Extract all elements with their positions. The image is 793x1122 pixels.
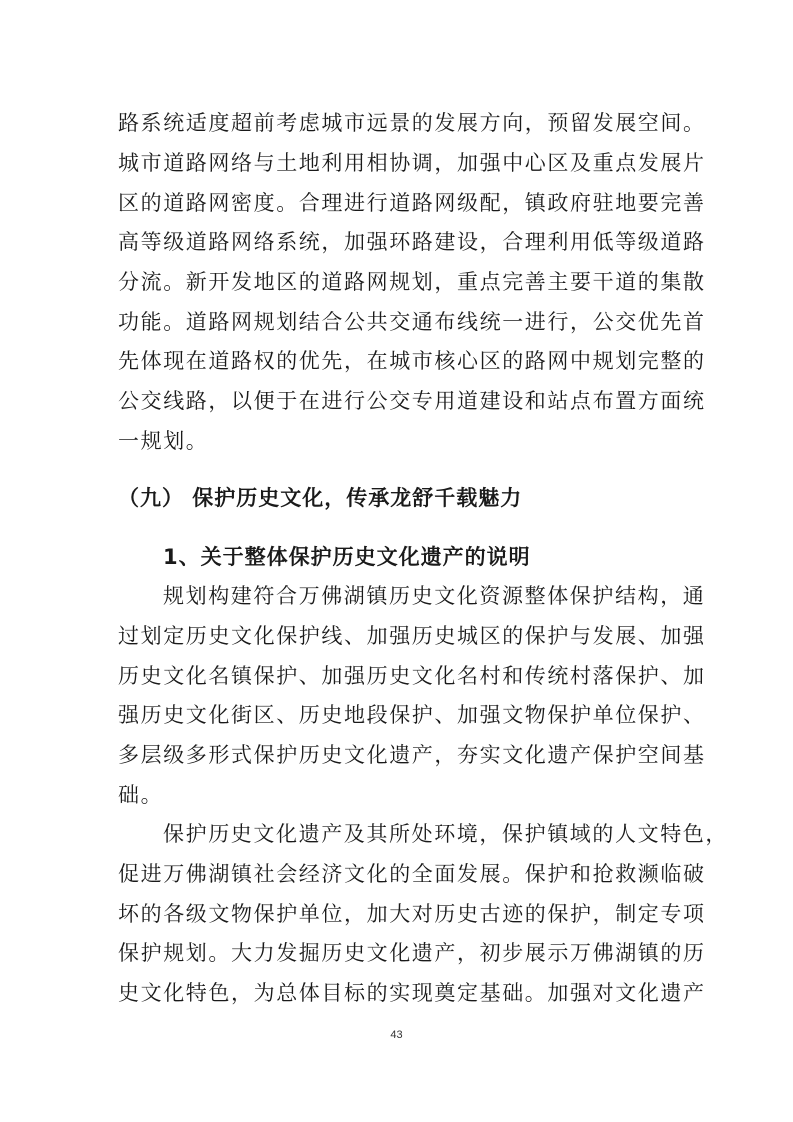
paragraph-line: 强历史文化街区、历史地段保护、加强文物保护单位保护、 [118, 703, 706, 727]
paragraph-line: 先体现在道路权的优先，在城市核心区的路网中规划完整的 [118, 349, 706, 373]
subsection-heading: 1、关于整体保护历史文化遗产的说明 [163, 545, 531, 569]
paragraph-line: 路系统适度超前考虑城市远景的发展方向，预留发展空间。 [118, 111, 706, 135]
paragraph-line: 历史文化名镇保护、加强历史文化名村和传统村落保护、加 [118, 664, 706, 688]
paragraph-line: 过划定历史文化保护线、加强历史城区的保护与发展、加强 [118, 624, 706, 648]
paragraph-line: 城市道路网络与土地利用相协调，加强中心区及重点发展片 [118, 151, 706, 175]
paragraph-line: 公交线路，以便于在进行公交专用道建设和站点布置方面统 [118, 389, 706, 413]
paragraph-line: 功能。道路网规划结合公共交通布线统一进行，公交优先首 [118, 310, 706, 334]
paragraph-line: 促进万佛湖镇社会经济文化的全面发展。保护和抢救濒临破 [118, 862, 706, 886]
paragraph-line: 一规划。 [118, 429, 209, 453]
paragraph-line: 区的道路网密度。合理进行道路网级配，镇政府驻地要完善 [118, 191, 706, 215]
paragraph-line: 坏的各级文物保护单位，加大对历史古迹的保护，制定专项 [118, 902, 706, 926]
section-heading: （九） 保护历史文化，传承龙舒千载魅力 [118, 486, 523, 510]
paragraph-line: 保护历史文化遗产及其所处环境，保护镇域的人文特色， [163, 822, 728, 846]
paragraph-line: 规划构建符合万佛湖镇历史文化资源整体保护结构，通 [163, 584, 706, 608]
paragraph-line: 史文化特色，为总体目标的实现奠定基础。加强对文化遗产 [118, 981, 706, 1005]
paragraph-line: 础。 [118, 783, 164, 807]
paragraph-line: 高等级道路网络系统，加强环路建设，合理利用低等级道路 [118, 230, 706, 254]
paragraph-line: 多层级多形式保护历史文化遗产，夯实文化遗产保护空间基 [118, 743, 706, 767]
paragraph-line: 保护规划。大力发掘历史文化遗产，初步展示万佛湖镇的历 [118, 941, 706, 965]
page-number: 43 [390, 1029, 403, 1041]
paragraph-line: 分流。新开发地区的道路网规划，重点完善主要干道的集散 [118, 270, 706, 294]
